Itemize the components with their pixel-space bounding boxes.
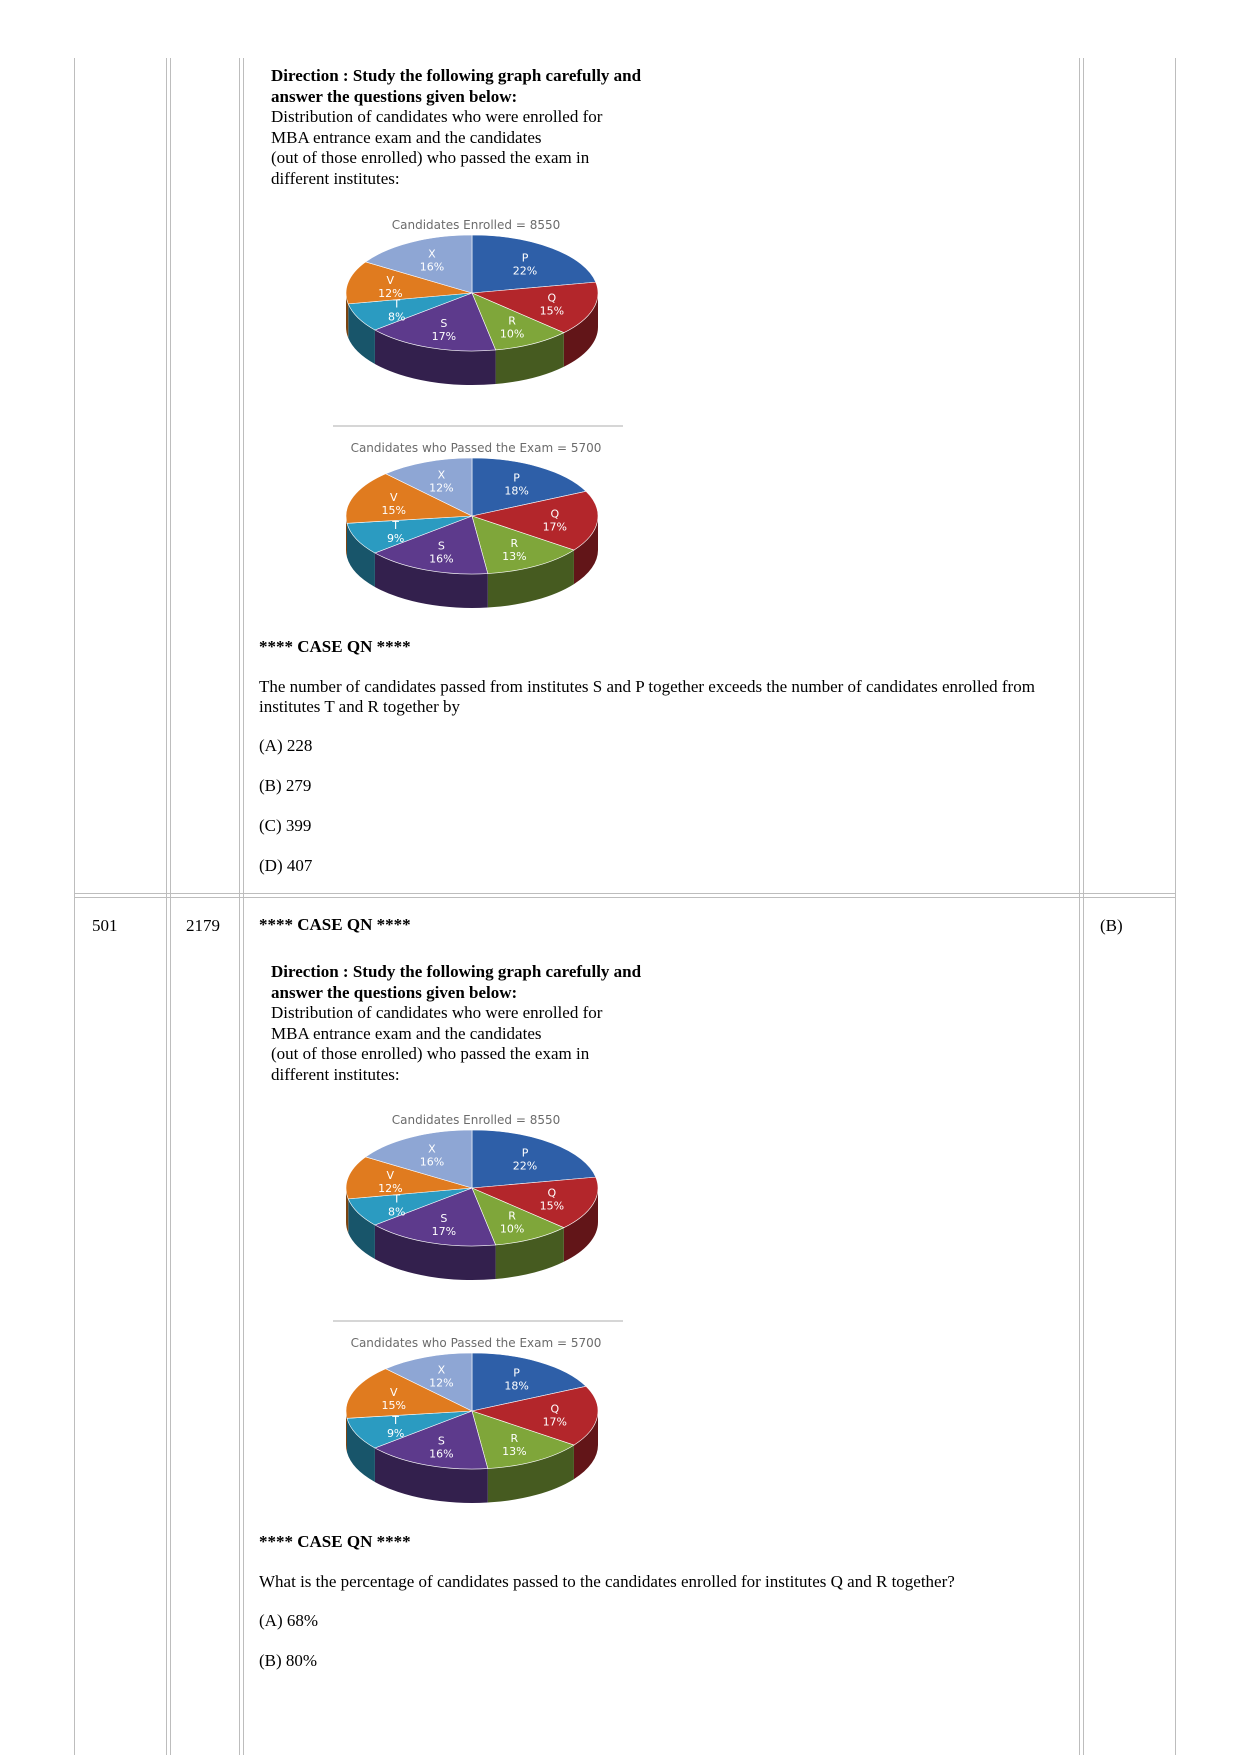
slice-value-label: 8% <box>388 1205 406 1219</box>
table-divider-3b <box>1083 58 1084 1755</box>
slice-category-label: Q <box>547 291 557 305</box>
chart-separator <box>333 425 623 427</box>
slice-value-label: 17% <box>431 330 457 344</box>
serial-number: 501 <box>92 916 118 935</box>
option-a[interactable]: (A) 228 <box>259 736 313 755</box>
slice-category-label: T <box>392 519 400 533</box>
direction-block-1 <box>271 66 691 189</box>
slice-category-label: X <box>428 247 436 261</box>
row-divider-b <box>74 897 1176 898</box>
option-a[interactable]: (A) 68% <box>259 1611 319 1630</box>
passed-pie-chart <box>330 1333 630 1528</box>
answer-key: (B) <box>1100 916 1123 935</box>
table-divider-2b <box>243 58 244 1755</box>
slice-category-label: T <box>393 297 401 311</box>
chart-title: Candidates who Passed the Exam = 5700 <box>350 1336 602 1350</box>
slice-category-label: X <box>428 1142 436 1156</box>
slice-category-label: S <box>440 317 448 331</box>
slice-category-label: S <box>437 1434 445 1448</box>
slice-value-label: 12% <box>378 286 403 300</box>
slice-value-label: 22% <box>512 264 538 278</box>
direction-line: (out of those enrolled) who passed the exam in <box>271 1044 590 1063</box>
slice-value-label: 17% <box>542 1415 568 1429</box>
question-text: The number of candidates passed from institutes S and P together exceeds the number of candidates enrolled from institutes T and R together by <box>259 677 1035 716</box>
slice-category-label: X <box>437 468 446 482</box>
direction-line: (out of those enrolled) who passed the exam in <box>271 148 590 167</box>
chart-title: Candidates Enrolled = 8550 <box>391 218 561 232</box>
table-border-left <box>74 58 75 1755</box>
slice-category-label: P <box>513 1366 520 1380</box>
table-divider-2a <box>239 58 240 1755</box>
chart-title: Candidates Enrolled = 8550 <box>391 1113 561 1127</box>
table-border-right <box>1175 58 1176 1755</box>
slice-value-label: 8% <box>388 310 406 324</box>
slice-value-label: 10% <box>499 1222 525 1236</box>
slice-category-label: T <box>393 1192 401 1206</box>
question-text: What is the percentage of candidates passed to the candidates enrolled for institutes Q and R together? <box>259 1572 955 1591</box>
direction-heading: Direction : Study the following graph carefully and answer the questions given below: <box>271 962 642 1002</box>
slice-category-label: V <box>386 1168 395 1182</box>
slice-value-label: 16% <box>429 552 454 566</box>
option-b[interactable]: (B) 279 <box>259 776 312 795</box>
case-label: **** CASE QN **** <box>259 637 411 656</box>
slice-category-label: Q <box>550 507 560 521</box>
table-divider-1a <box>166 58 167 1755</box>
row-divider-a <box>74 893 1176 894</box>
question-id: 2179 <box>186 916 220 935</box>
slice-category-label: Q <box>550 1402 560 1416</box>
case-label: **** CASE QN **** <box>259 915 411 934</box>
slice-value-label: 16% <box>419 260 445 274</box>
slice-category-label: P <box>521 251 529 265</box>
slice-category-label: T <box>392 1414 400 1428</box>
slice-category-label: V <box>389 491 398 505</box>
slice-category-label: R <box>510 536 519 550</box>
slice-value-label: 18% <box>504 1379 529 1393</box>
table-divider-1b <box>170 58 171 1755</box>
slice-category-label: S <box>437 539 445 553</box>
slice-category-label: P <box>513 471 520 485</box>
slice-value-label: 18% <box>504 484 529 498</box>
slice-value-label: 16% <box>429 1447 454 1461</box>
enrolled-pie-chart <box>330 215 630 415</box>
chart-separator <box>333 1320 623 1322</box>
option-d[interactable]: (D) 407 <box>259 856 313 875</box>
slice-category-label: S <box>440 1212 448 1226</box>
slice-value-label: 9% <box>386 532 405 546</box>
slice-value-label: 10% <box>499 327 525 341</box>
slice-category-label: V <box>389 1386 398 1400</box>
slice-value-label: 12% <box>429 1376 454 1390</box>
slice-category-label: R <box>510 1431 519 1445</box>
slice-value-label: 13% <box>502 1444 527 1458</box>
slice-value-label: 17% <box>542 520 568 534</box>
table-divider-3a <box>1079 58 1080 1755</box>
direction-line: Distribution of candidates who were enrolled for <box>271 1003 603 1022</box>
chart-title: Candidates who Passed the Exam = 5700 <box>350 441 602 455</box>
slice-category-label: Q <box>547 1186 557 1200</box>
direction-line: different institutes: <box>271 1064 400 1084</box>
slice-category-label: R <box>508 1209 516 1223</box>
slice-value-label: 12% <box>429 481 454 495</box>
slice-value-label: 15% <box>381 1399 406 1413</box>
passed-pie-chart <box>330 438 630 633</box>
slice-value-label: 15% <box>539 304 565 318</box>
slice-category-label: X <box>437 1363 446 1377</box>
slice-value-label: 17% <box>431 1225 457 1239</box>
slice-value-label: 22% <box>512 1159 538 1173</box>
slice-value-label: 15% <box>539 1199 565 1213</box>
direction-line: MBA entrance exam and the candidates <box>271 1023 542 1043</box>
direction-block-2 <box>271 962 691 1085</box>
slice-value-label: 12% <box>378 1181 403 1195</box>
direction-heading: Direction : Study the following graph carefully and answer the questions given below: <box>271 66 642 106</box>
slice-value-label: 13% <box>502 549 527 563</box>
option-b[interactable]: (B) 80% <box>259 1651 318 1670</box>
slice-value-label: 15% <box>381 504 406 518</box>
slice-value-label: 16% <box>419 1155 445 1169</box>
slice-category-label: V <box>386 273 395 287</box>
case-label: **** CASE QN **** <box>259 1532 411 1551</box>
enrolled-pie-chart <box>330 1110 630 1310</box>
direction-line: MBA entrance exam and the candidates <box>271 127 542 147</box>
slice-category-label: P <box>521 1146 529 1160</box>
slice-value-label: 9% <box>386 1427 405 1441</box>
option-c[interactable]: (C) 399 <box>259 816 312 835</box>
slice-category-label: R <box>508 314 516 328</box>
direction-line: different institutes: <box>271 168 400 188</box>
direction-line: Distribution of candidates who were enrolled for <box>271 107 603 126</box>
